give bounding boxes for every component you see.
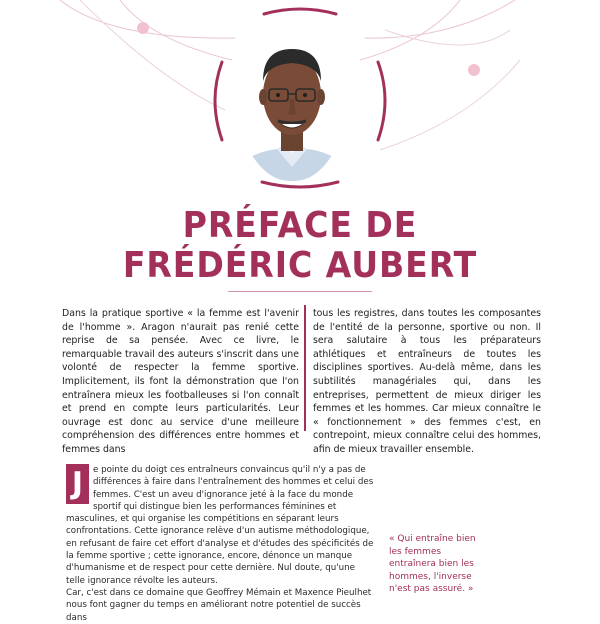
pull-quote: « Qui entraîne bien les femmes entraînera bien les hommes, l'inverse n'est pas assuré. » <box>389 534 476 595</box>
portrait-frame-arc-bottom <box>262 182 338 187</box>
body-paragraph <box>66 464 374 587</box>
decor-arc <box>380 60 520 150</box>
body-paragraph-1-text: e pointe du doigt ces entraîneurs convaincus qu'il n'y a pas de différences à faire dans l'entraînement des hommes et celui des femmes. C'est un aveu d'ignorance jeté à la face du monde sportif qui distingue bien les performances féminines et masculines, et qui organise les compétitions en séparant leurs confrontations. Cette ignorance relève d'un autisme méthodologique, en refusant de faire cet effort d'analyse et d'études des spécificités de la femme sportive ; cette ignorance, encore, dénonce un manque d'humanisme et de respect pour cette dernière. Nul doute, qu'une telle ignorance révolte les auteurs. <box>66 465 374 586</box>
intro-column-right: tous les registres, dans toutes les composantes de l'entité de la personne, sportive ou non. Il sera salutaire à tous les préparateurs athlétiques et entraîneurs de toutes les disciplines sportives. Au-delà même, dans les subtilités managériales qui, dans les entreprises, permettent de mieux diriger les femmes et les hommes. Car mieux connaître le « fonctionnement » des femmes c'est, en contrepoint, mieux connaître celui des hommes, afin de mieux travailler ensemble. <box>313 308 541 455</box>
portrait-frame-arc-right <box>378 62 385 140</box>
title-line-1: PRÉFACE DE <box>182 205 418 246</box>
drop-cap: J <box>66 464 89 504</box>
decor-dot <box>137 22 149 34</box>
decor-arc <box>365 0 515 38</box>
decor-dot <box>468 64 480 76</box>
body-paragraph: Car, c'est dans ce domaine que Geoffrey Mémain et Maxence Pieulhet nous font gagner du temps en améliorant notre potentiel de succès dans <box>66 587 372 623</box>
portrait-frame-arc-top <box>264 9 336 14</box>
page-title <box>0 206 600 286</box>
title-line-2: FRÉDÉRIC AUBERT <box>122 245 478 286</box>
column-divider <box>304 305 306 431</box>
dropcap-spacer <box>66 464 93 504</box>
decor-arc <box>120 0 232 60</box>
title-divider <box>228 291 372 292</box>
intro-column-left: Dans la pratique sportive « la femme est l'avenir de l'homme ». Aragon n'aurait pas renié cette reprise de sa pensée. Avec ce livre, le remarquable travail des auteurs s'inscrit dans une volonté de respecter la femme sportive. Implicitement, ils font la démonstration que l'on entraînera mieux les footballeuses si l'on connaît et prend en compte leurs particularités. Leur ouvrage est donc au service d'une meilleure compréhension des différences entre hommes et femmes dans <box>62 308 299 455</box>
portrait-frame-arc-left <box>215 62 222 140</box>
decor-arc <box>80 0 225 110</box>
decor-arc <box>385 30 510 45</box>
